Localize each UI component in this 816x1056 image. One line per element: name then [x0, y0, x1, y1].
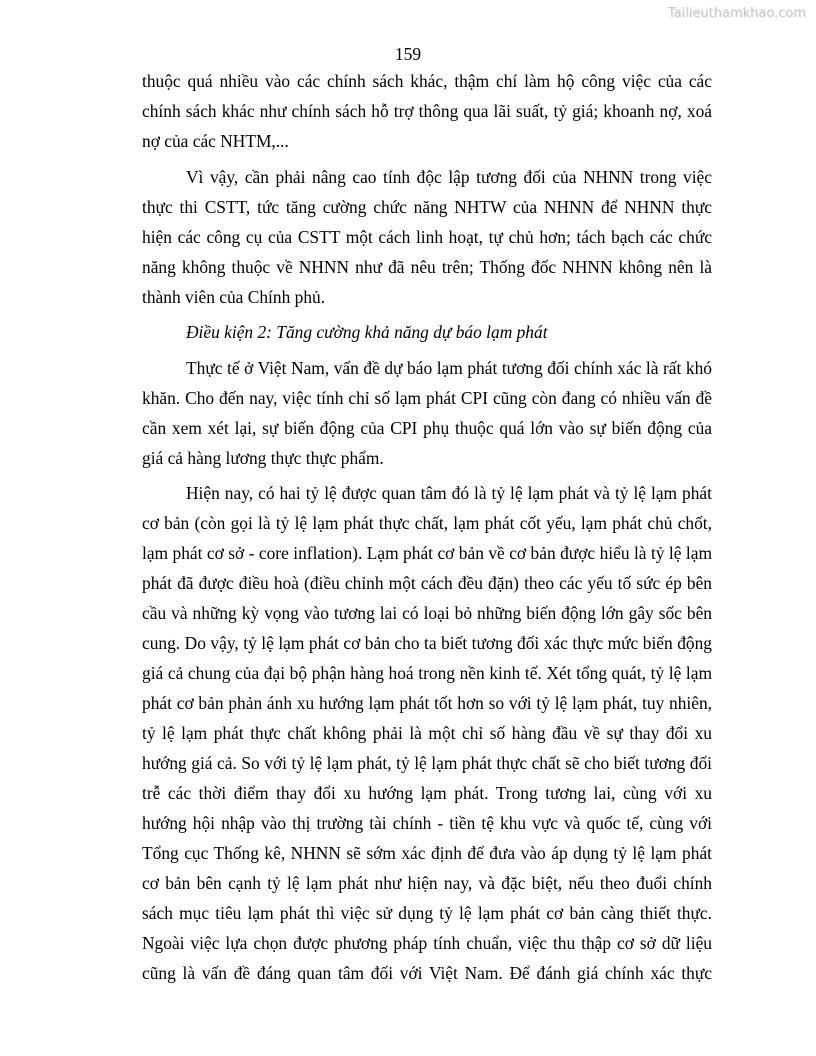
page-number: 159 [394, 44, 422, 64]
paragraph: Vì vậy, cần phải nâng cao tính độc lập tương đối của NHNN trong việc thực thi CSTT, tức tăng cường chức năng NHTW của NHNN để NHNN thực hiện các công cụ của CSTT một cách linh hoạt, tự chủ hơn; tách bạch các chức năng không thuộc về NHNN như đã nêu trên; Thống đốc NHNN không nên là thành viên của Chính phủ. [142, 166, 712, 307]
watermark: Tailieuthamkhao.com [667, 6, 806, 21]
paragraph: Thực tế ở Việt Nam, vấn đề dự báo lạm phát tương đối chính xác là rất khó khăn. Cho đến nay, việc tính chỉ số lạm phát CPI cũng còn đang có nhiều vấn đề cần xem xét lại, sự biến động của CPI phụ thuộc quá lớn vào sự biến động của giá cả hàng lương thực thực phẩm. [142, 357, 712, 468]
paragraph-continuation: thuộc quá nhiều vào các chính sách khác, thậm chí làm hộ công việc của các chính sách khác như chính sách hỗ trợ thông qua lãi suất, tỷ giá; khoanh nợ, xoá nợ của các NHTM,... [142, 71, 712, 151]
paragraph: Hiện nay, có hai tỷ lệ được quan tâm đó là tỷ lệ lạm phát và tỷ lệ lạm phát cơ bản (còn gọi là tỷ lệ lạm phát thực chất, lạm phát cốt yếu, lạm phát chủ chốt, lạm phát cơ sở - core inflation). Lạm phát cơ bản về cơ bản được hiểu là tỷ lệ lạm phát đã được điều hoà (điều chỉnh một cách đều đặn) theo các yếu tố sức ép bên cầu và những kỳ vọng vào tương lai có loại bỏ những biến động lớn gây sốc bên cung. Do vậy, tỷ lệ lạm phát cơ bản cho ta biết tương đối xác thực mức biến động giá cả chung của đại bộ phận hàng hoá trong nền kinh tế. Xét tổng quát, tỷ lệ lạm phát cơ bản phản ánh xu hướng lạm phát tốt hơn so với tỷ lệ lạm phát, tuy nhiên, tỷ lệ lạm phát thực chất không phải là một chỉ số hàng đầu về sự thay đổi xu hướng giá cả. So với tỷ lệ lạm phát, tỷ lệ lạm phát thực chất sẽ cho biết tương đối trễ các thời điểm thay đổi xu hướng lạm phát. Trong tương lai, cùng với xu hướng hội nhập vào thị trường tài chính - tiền tệ khu vực và quốc tế, cùng với Tổng cục Thống kê, NHNN sẽ sớm xác định để đưa vào áp dụng tỷ lệ lạm phát cơ bản bên cạnh tỷ lệ lạm phát như hiện nay, và đặc biệt, nếu theo đuổi chính sách mục tiêu lạm phát thì việc sử dụng tỷ lệ lạm phát cơ bản càng thiết thực. Ngoài việc lựa chọn được phương pháp tính chuẩn, việc thu thập cơ sở dữ liệu cũng là vấn đề đáng quan tâm đối với Việt Nam. Để đánh giá chính xác thực [142, 483, 712, 983]
document-body [142, 66, 712, 994]
section-heading: Điều kiện 2: Tăng cường khả năng dự báo lạm phát [186, 322, 548, 342]
